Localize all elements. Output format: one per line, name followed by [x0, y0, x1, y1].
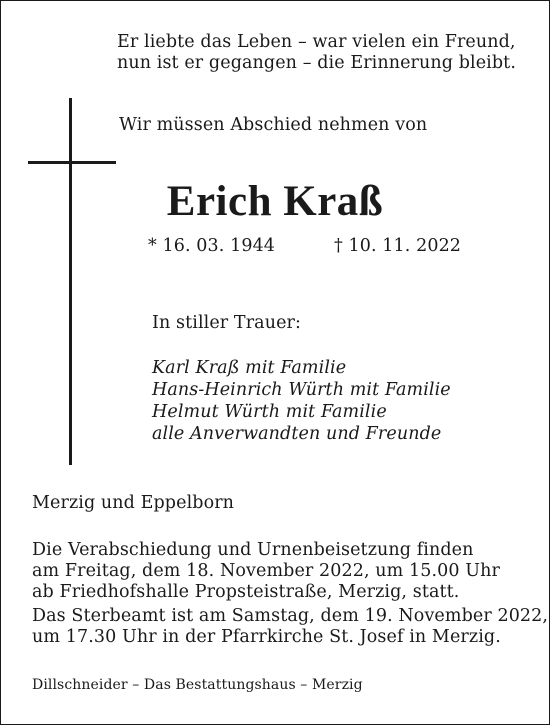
- motto-line: Er liebte das Leben – war vielen ein Freund,: [117, 32, 516, 52]
- memorial-motto: [117, 32, 516, 74]
- birth-date: * 16. 03. 1944: [148, 236, 276, 256]
- cross-vertical-beam: [69, 98, 72, 465]
- mourners-list: [152, 358, 451, 446]
- mourner-item: alle Anverwandten und Freunde: [152, 424, 442, 444]
- mourning-heading: In stiller Trauer:: [152, 313, 301, 333]
- deceased-name: Erich Kraß: [166, 178, 384, 225]
- mourner-item: Helmut Würth mit Familie: [152, 402, 387, 422]
- ceremony-line: Die Verabschiedung und Urnenbeisetzung finden: [32, 540, 474, 560]
- death-date: † 10. 11. 2022: [334, 236, 462, 256]
- mass-line: um 17.30 Uhr in der Pfarrkirche St. Josef in Merzig.: [32, 627, 501, 647]
- requiem-mass-info: [32, 606, 548, 648]
- ceremony-line: ab Friedhofshalle Propsteistraße, Merzig, statt.: [32, 582, 460, 602]
- mass-line: Das Sterbeamt ist am Samstag, dem 19. November 2022,: [32, 606, 549, 626]
- place-line: Merzig und Eppelborn: [32, 493, 235, 513]
- mourner-item: Karl Kraß mit Familie: [152, 358, 347, 378]
- cross-horizontal-beam: [28, 161, 116, 164]
- ceremony-info: [32, 540, 500, 603]
- funeral-home-footer: Dillschneider – Das Bestattungshaus – Merzig: [32, 677, 363, 693]
- ceremony-line: am Freitag, dem 18. November 2022, um 15.00 Uhr: [32, 561, 500, 581]
- farewell-intro: Wir müssen Abschied nehmen von: [119, 115, 428, 135]
- motto-line: nun ist er gegangen – die Erinnerung bleibt.: [117, 53, 516, 73]
- mourner-item: Hans-Heinrich Würth mit Familie: [152, 380, 451, 400]
